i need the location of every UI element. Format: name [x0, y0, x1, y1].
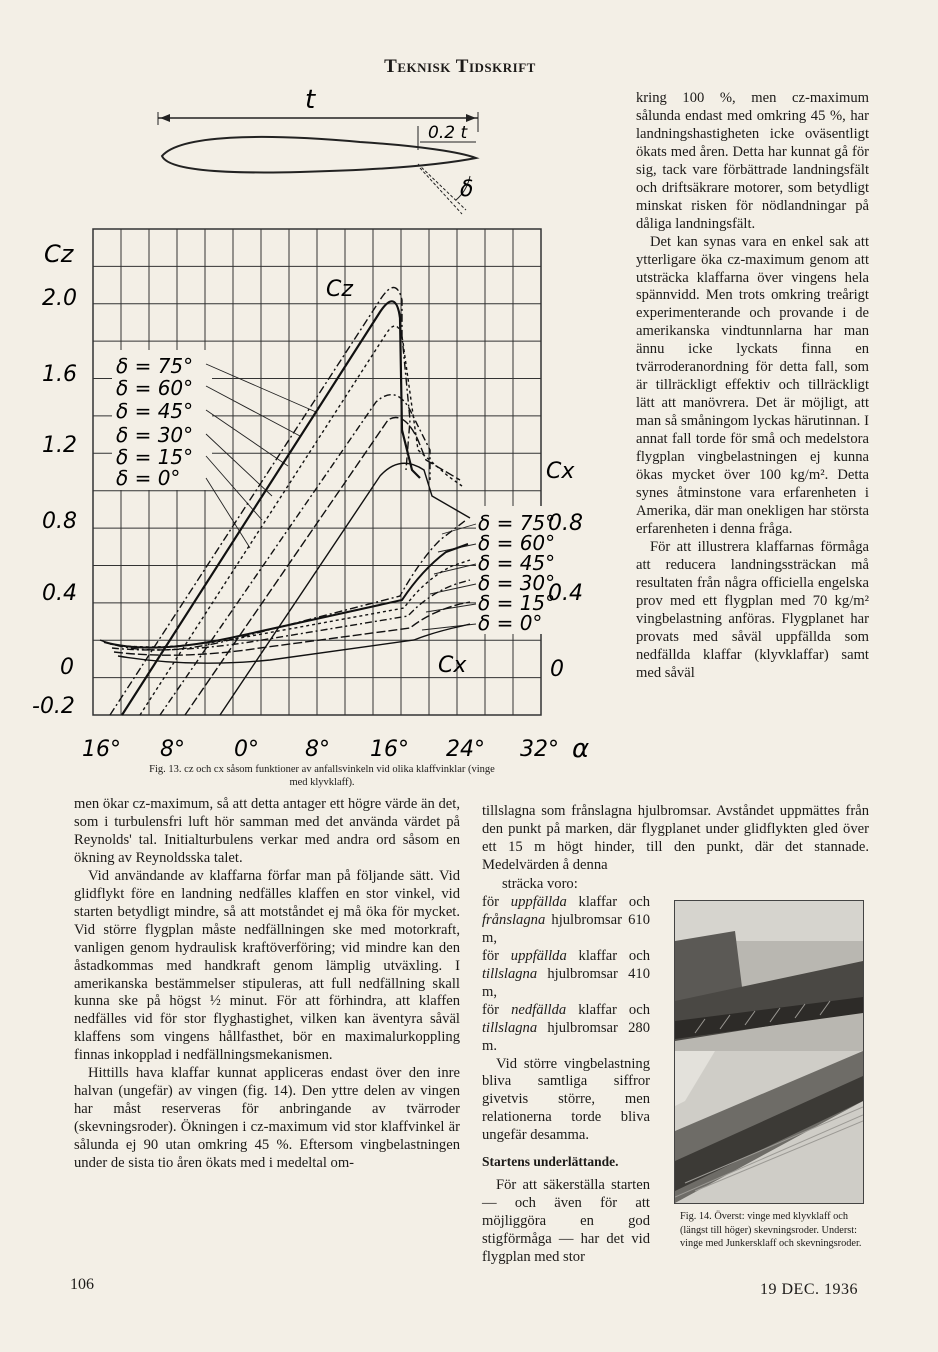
x-tick-labels — [82, 737, 559, 760]
narrow-intro: sträcka voro: — [502, 876, 578, 892]
alpha-axis-label: α — [572, 734, 590, 760]
tick-alpha-32: 32° — [520, 737, 559, 760]
legend-right-0: δ = 0° — [478, 611, 543, 635]
issue-date: 19 DEC. 1936 — [760, 1281, 858, 1298]
tick-alpha-0: 0° — [234, 737, 259, 760]
wide-text-block — [482, 803, 869, 875]
figure-13-caption-line1: Fig. 13. cz och cx såsom funktioner av anfallsvinkeln vid olika klaffvinklar (vinge — [149, 764, 495, 775]
cx-curve-label: Cx — [438, 653, 467, 678]
landing-item-2: för uppfällda klaffar och tillslagna hjulbromsar 410 m, — [482, 947, 650, 1000]
label-t: t — [305, 85, 316, 115]
right-para-3: För att illustrera klaffarnas förmåga att reducera landningssträckan må resultaten från några officiella engelska prov med ett flygplan med 70 kg/m² vingbelastning anföras. Flygplanet har provats med såväl uppfällda som nedfällda klaffar (klyvklaffar) samt med såväl — [636, 538, 869, 681]
tick-alpha-8: 8° — [305, 737, 330, 760]
tick-alpha-neg8: 8° — [160, 737, 185, 760]
left-tick-labels — [32, 286, 77, 719]
wide-para: tillslagna som frånslagna hjulbromsar. Avståndet uppmättes från den punkt på marken, där flygplanet under glidflykten gled över ett 15 m högt hinder, till den punkt, där det stannade. Medelvärden å denna — [482, 803, 869, 873]
legend-right-30: δ = 30° — [478, 571, 556, 595]
left-para-3: Hittills hava klaffar kunnat appliceras endast över den inre halvan (ungefär) av vingen (fig. 14). Den yttre delen av vingen har måst reserveras för anbringande av tvärroder (skevningsroder). Ökningen i cz-maximum vid stor klaffvinkel är sålunda ej 90 utan omkring 45 %. Eftersom vingbelastningen under de sista tio åren ökats med i medeltal om- — [74, 1065, 460, 1172]
page-header-title: Teknisk Tidskrift — [384, 56, 536, 77]
right-para-1: kring 100 %, men cz-maximum sålunda endast med omkring 45 %, har landningshastigheten icke oväsentligt ökats med åren. Detta har kunnat gå för sig, tack vare förbättrade landningsfält och driftsäkrare motorer, som betydligt minskat risken för nödlandningar på dåliga landningsfält. — [636, 90, 869, 232]
figure-13-caption — [82, 763, 562, 789]
tick-alpha-16: 16° — [370, 737, 409, 760]
figure-13-chart — [30, 80, 610, 760]
tick-alpha-24: 24° — [446, 737, 485, 760]
figure-13-caption-line2: med klyvklaff). — [289, 777, 355, 788]
legend-left-30: δ = 30° — [116, 423, 194, 447]
narrow-para: Vid större vingbelastning bliva samtliga siffror givetvis större, men relationerna torde bliva ungefär desamma. — [482, 1055, 650, 1144]
tick-cx-0.4: 0.4 — [548, 581, 583, 606]
cz-axis-label: Cz — [44, 240, 74, 268]
landing-item-1: för uppfällda klaffar och frånslagna hjulbromsar 610 m, — [482, 893, 650, 946]
figure-14-caption: Fig. 14. Överst: vinge med klyvklaff och (längst till höger) skevningsroder. Underst: vinge med Junkersklaff och skevningsroder. — [680, 1211, 862, 1249]
legend-left-45: δ = 45° — [116, 399, 194, 423]
right-para-2: Det kan synas vara en enkel sak att ytterligare öka cz-maximum genom att utsträcka klaffarna över vingens hela spännvidd. Men trots omkring treårigt experimenterande och provande i de amerikanska vindtunnlarna har man ännu icke lyckats finna en tvärroderanordning för detta fall, som är tillräckligt effektiv och tillräckligt lätt att manövrera. Det är möjligt, att man så småningom lyckas härutinnan. I annat fall torde för små och medelstora flygplan vingbelastningen ej kunna ökas mycket över 100 kg/m². Detta synes åtminstone vara erfarenheten i Amerika, där man onekligen har största erfarenheten i denna fråga. — [636, 233, 869, 537]
legend-left-75: δ = 75° — [116, 354, 194, 378]
tick-cz-0: 0 — [60, 655, 74, 680]
narrow-para-2: För att säkerställa starten — och även för att möjliggöra en god stigförmåga — har det vid flygplan med stor — [482, 1177, 650, 1266]
cx-curves — [100, 520, 470, 663]
tick-alpha-neg16: 16° — [82, 737, 121, 760]
legend-left-15: δ = 15° — [116, 445, 194, 469]
legend-right-15: δ = 15° — [478, 591, 556, 615]
figure-14-photo-drawing — [675, 901, 863, 1203]
label-flap-angle: δ — [460, 177, 474, 202]
left-para-1: men ökar cz-maximum, så att detta antager ett högre värde än det, som i turbulensfri luft hör samman med det använda värdet på Reynolds' tal. Initialturbulens verkar med andra ord såsom en ökning av Reynoldsska talet. — [74, 796, 460, 866]
tick-cz-1.6: 1.6 — [42, 362, 77, 387]
delta-legend-left — [112, 350, 212, 490]
label-chord-fraction: 0.2 t — [428, 123, 468, 143]
left-para-2: Vid användande av klaffarna förfar man på följande sätt. Vid glidflykt före en landning nedfälles klaffen en stor vinkel, vid starten betydligt mindre, så att motståndet ej må öka för mycket. Vid större flygplan måste nedfällningen ske med motorkraft, vanligen genom hydraulisk kraftöverföring; vid mindre kan den åstadkommas med handkraft genom lämplig utväxling. I amerikanska bestämmelser stipuleras, att full nedfällning skall kunna ske på högst ½ minut. För att förhindra, att klaffen nedfälles vid för stor flyghastighet, vilken kan äventyra såväl klaffens som vingens hållfasthet, bör en maximalurkoppling finnas inkopplad i nedfällningsmekanismen. — [74, 867, 460, 1064]
right-column — [636, 90, 869, 682]
delta-legend-right — [476, 506, 555, 635]
tick-cz-0.4: 0.4 — [42, 581, 77, 606]
legend-right-75: δ = 75° — [478, 511, 556, 535]
tick-cz-0.8: 0.8 — [42, 509, 77, 534]
left-column — [74, 796, 460, 1173]
legend-left-0: δ = 0° — [116, 466, 181, 490]
tick-cx-0: 0 — [550, 657, 564, 682]
tick-cz-2.0: 2.0 — [42, 286, 77, 311]
tick-cx-0.8: 0.8 — [548, 511, 583, 536]
section-heading-startens: Startens underlättande. — [482, 1154, 619, 1170]
cz-curve-label: Cz — [326, 277, 353, 302]
legend-right-45: δ = 45° — [478, 551, 556, 575]
cx-curve-delta-45 — [110, 560, 470, 647]
cx-axis-label: Cx — [546, 459, 575, 484]
page-number: 106 — [70, 1276, 94, 1293]
tick-cz-neg0.2: -0.2 — [32, 694, 75, 719]
airfoil-sketch — [158, 85, 478, 214]
landing-item-3: för nedfällda klaffar och tillslagna hjulbromsar 280 m. — [482, 1001, 650, 1054]
figure-14-photo — [674, 900, 864, 1204]
narrow-column — [482, 876, 650, 1267]
legend-right-60: δ = 60° — [478, 531, 556, 555]
legend-left-60: δ = 60° — [116, 376, 194, 400]
tick-cz-1.2: 1.2 — [42, 433, 77, 458]
